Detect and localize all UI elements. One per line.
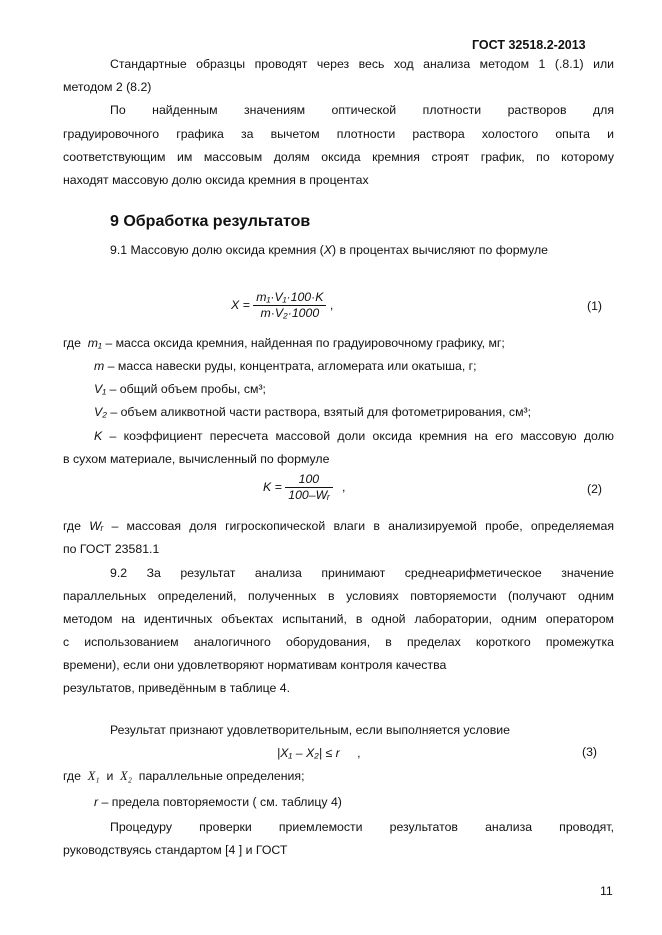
formula-2-tail: , (341, 479, 346, 494)
where-label: где (63, 769, 81, 783)
paragraph-line: соответствующим им массовым долям оксида кремния строят график, по которому (63, 150, 614, 164)
where-label: где (63, 336, 81, 350)
formula-3 (277, 746, 361, 760)
equation-number-2: (2) (587, 482, 603, 496)
def-m1 (63, 336, 505, 350)
formula-2-fraction (285, 472, 332, 503)
def-text: – массовая доля гигроскопической влаги в анализируемой пробе, определяемая (103, 519, 615, 533)
section-title: 9 Обработка результатов (110, 213, 311, 230)
formula-3-tail: , (357, 746, 361, 760)
paragraph-line: руководствуясь стандартом [4 ] и ГОСТ (63, 843, 288, 857)
def-w-cont: по ГОСТ 23581.1 (63, 542, 160, 556)
paragraph-line: методом на идентичных объектах испытаний, в одной лаборатории, одним оператором (63, 612, 614, 626)
paragraph-line: результатов, приведённым в таблице 4. (63, 681, 291, 695)
condition-intro: Результат признают удовлетворительным, если выполняется условие (110, 723, 510, 737)
paragraph-line: градуировочного графика за вычетом плотности раствора холостого опыта и (63, 127, 614, 141)
def-text: – предела повторяемости ( см. таблицу 4) (98, 795, 342, 809)
def-v1 (94, 382, 266, 396)
def-k (94, 428, 614, 444)
formula-1-tail: , (329, 297, 334, 312)
paragraph-line: методом 2 (8.2) (63, 80, 152, 94)
symbol-x2: X₂ (120, 769, 132, 783)
paragraph-line: времени), если они удовлетворяют нормативам контроля качества (63, 658, 447, 672)
def-w (63, 518, 614, 534)
paragraph-line: Стандартные образцы проводят через весь ход анализа методом 1 (.8.1) или (110, 57, 614, 71)
symbol-w: Wᵣ (89, 519, 104, 533)
paragraph-line: По найденным значениям оптической плотности растворов для (110, 103, 614, 117)
def-m (94, 359, 477, 373)
symbol-r: r (94, 795, 99, 809)
def-text: – общий объем пробы, см³; (106, 382, 266, 396)
def-text: – масса навески руды, концентрата, агломерата или окатыша, г; (104, 359, 477, 373)
symbol-v1: V₁ (94, 382, 107, 396)
symbol-v2: V₂ (94, 405, 107, 419)
def-v2 (94, 405, 531, 419)
formula-2-lhs: K = (263, 479, 282, 494)
formula-1-denominator: m·V₂·1000 (260, 306, 320, 320)
paragraph-line: находят массовую долю оксида кремния в процентах (63, 173, 369, 187)
paragraph-line: параллельных определений, полученных в условиях повторяемости (получают одним (63, 589, 614, 603)
symbol-m: m (94, 359, 105, 373)
equation-number-3: (3) (582, 745, 598, 759)
def-text: – коэффициент пересчета массовой доли оксида кремния на его массовую долю (102, 429, 614, 443)
item-9-1-text: ) в процентах вычисляют по формуле (331, 243, 549, 257)
paragraph-line: 9.2 За результат анализа принимают среднеарифметическое значение (110, 566, 614, 580)
formula-2-numerator: 100 (285, 472, 332, 488)
formula-2 (263, 472, 345, 503)
paragraph-line: с использованием аналогичного оборудования, в пределах короткого промежутка (63, 635, 614, 649)
def-x (63, 769, 304, 784)
page-number: 11 (600, 884, 613, 898)
symbol-x1: X₁ (87, 769, 100, 783)
paragraph-line: Процедуру проверки приемлемости результатов анализа проводят, (110, 820, 614, 834)
equation-number-1: (1) (587, 299, 603, 313)
def-text: – объем аликвотной части раствора, взятый для фотометрирования, см³; (106, 405, 532, 419)
def-text: параллельные определения; (138, 769, 305, 783)
symbol-m1: m₁ (87, 336, 102, 350)
formula-1 (231, 290, 333, 321)
conjunction: и (106, 769, 114, 783)
item-9-1-text: 9.1 Массовую долю оксида кремния ( (110, 243, 324, 257)
formula-1-numerator: m₁·V₁·100·K (253, 290, 326, 306)
item-9-1 (110, 243, 548, 257)
formula-1-fraction (253, 290, 326, 321)
def-text: – масса оксида кремния, найденная по градуировочному графику, мг; (101, 336, 505, 350)
formula-2-denominator: 100–Wᵣ (288, 488, 330, 502)
formula-3-expression: |X₁ – X₂| ≤ r (277, 746, 340, 760)
symbol-k: K (94, 429, 103, 443)
def-r (94, 795, 342, 809)
formula-1-lhs: X = (231, 297, 250, 312)
where-label: где (63, 519, 81, 533)
variable-x: X (323, 243, 332, 257)
document-header: ГОСТ 32518.2-2013 (472, 38, 586, 52)
def-k-cont: в сухом материале, вычисленный по формуле (63, 452, 330, 466)
